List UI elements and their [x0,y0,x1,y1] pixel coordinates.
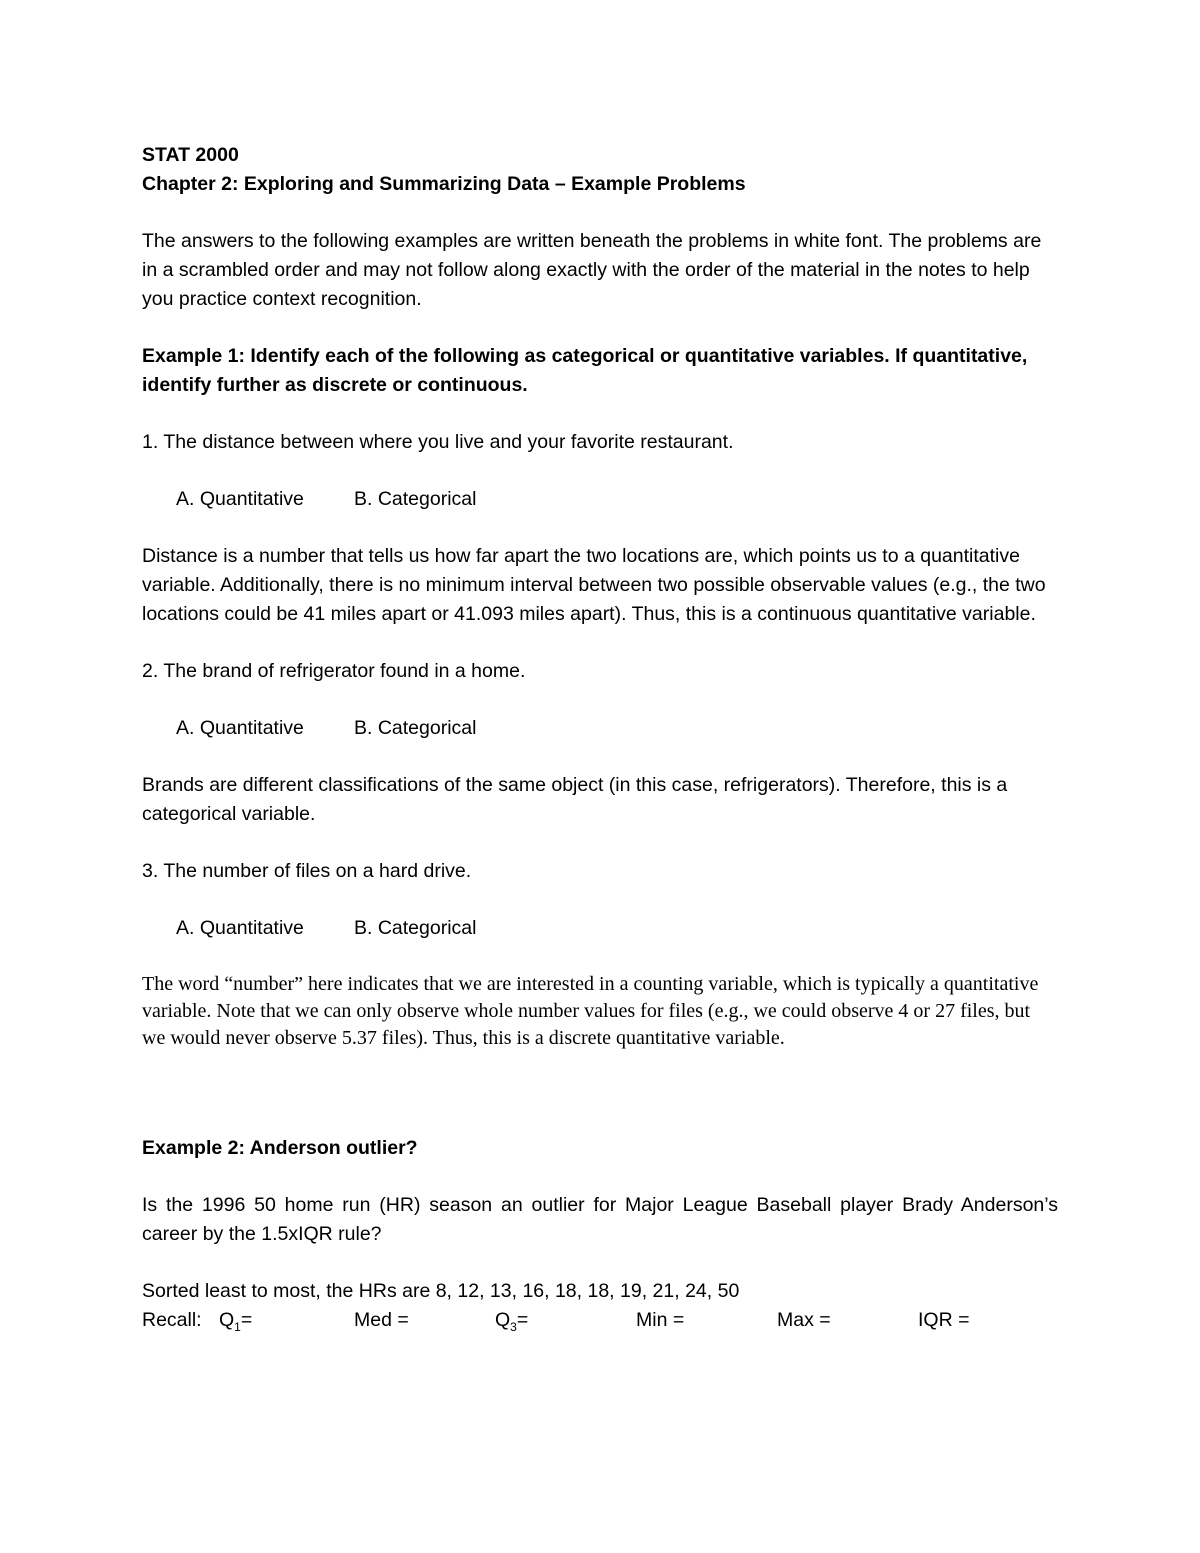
example-2-question: Is the 1996 50 home run (HR) season an outlier for Major League Baseball player Brady Anderson’s career by the 1.5xIQR rule? [142,1194,1058,1245]
sorted-values: Sorted least to most, the HRs are 8, 12, 13, 16, 18, 18, 19, 21, 24, 50 [142,1280,740,1302]
example-1-heading: Example 1: Identify each of the following as categorical or quantitative variables. If quantitative, identify further as discrete or continuous. [142,345,1028,396]
option-a: A. Quantitative [176,917,304,939]
question-1-options [142,485,1058,514]
option-b: B. Categorical [354,917,477,939]
document-page [142,141,1058,1342]
answer-1: Distance is a number that tells us how far apart the two locations are, which points us to a quantitative variable. Additionally, there is no minimum interval between two possible observable values (e.g., the two locations could be 41 miles apart or 41.093 miles apart). Thus, this is a continuous quantitative variable. [142,545,1046,625]
option-b: B. Categorical [354,488,477,510]
question-2-options [142,714,1058,743]
recall-line [142,1306,1058,1342]
question-2: 2. The brand of refrigerator found in a home. [142,660,526,682]
intro-paragraph: The answers to the following examples are written beneath the problems in white font. The problems are in a scrambled order and may not follow along exactly with the order of the material in the notes to help you practice context recognition. [142,230,1042,310]
min-label: Min = [636,1309,685,1331]
iqr-label: IQR = [918,1309,970,1331]
course-title: STAT 2000 [142,144,239,166]
max-label: Max = [777,1309,831,1331]
question-3-options [142,914,1058,943]
answer-2: Brands are different classifications of the same object (in this case, refrigerators). Therefore, this is a categorical variable. [142,774,1008,825]
answer-3: The word “number” here indicates that we are interested in a counting variable, which is typically a quantitative variable. Note that we can only observe whole number values for files (e.g., we could observe 4 or 27 files, but we would never observe 5.37 files). Thus, this is a discrete quantitative variable. [142,973,1039,1049]
option-b: B. Categorical [354,717,477,739]
recall-label: Recall: [142,1309,202,1331]
question-1: 1. The distance between where you live and your favorite restaurant. [142,431,734,453]
option-a: A. Quantitative [176,717,304,739]
median-label: Med = [354,1309,409,1331]
q1-label: $Q_1=$ [219,1309,253,1334]
question-3: 3. The number of files on a hard drive. [142,860,472,882]
q3-label: $Q_3=$ [495,1309,529,1334]
option-a: A. Quantitative [176,488,304,510]
chapter-title: Chapter 2: Exploring and Summarizing Data – Example Problems [142,173,746,195]
example-2-heading: Example 2: Anderson outlier? [142,1137,418,1159]
